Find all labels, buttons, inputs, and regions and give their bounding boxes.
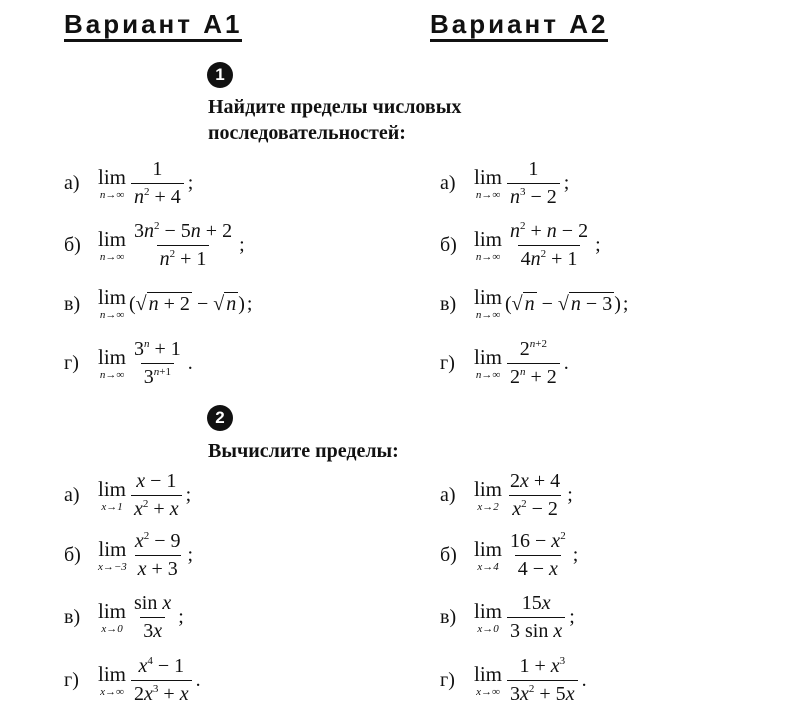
fraction: $\frac{16 - x^2}{4 - x}$ — [510, 530, 566, 580]
task-1-a1-item: а) lim n→∞ $\frac{1}{n^2 + 4}$ ; — [64, 158, 194, 208]
task-2-g2-item: г) lim x→∞ $\frac{1 + x^3}{3x^2 + 5x}$ . — [440, 655, 587, 705]
limit-operator: lim n→∞ — [98, 285, 127, 321]
task-2-g1-item: г) lim x→∞ $\frac{x^4 - 1}{2x^3 + x}$ . — [64, 655, 201, 705]
fraction: $\frac{3n^2 - 5n + 2}{n^2 + 1}$ — [134, 220, 233, 270]
task-2-v2-item: в) lim x→0 $\frac{15x}{\text{3 sin x}}$ ; — [440, 592, 575, 642]
fraction: $\frac{n^2 + n - 2}{4n^2 + 1}$ — [510, 220, 589, 270]
variant-a2-title: Вариант А2 — [430, 10, 608, 42]
item-letter: б) — [440, 544, 457, 566]
limit-operator: lim x→4 — [474, 536, 503, 573]
task-2-a2-item: а) lim x→2 $\frac{2x + 4}{x^2 - 2}$ ; — [440, 470, 573, 520]
fraction: $\frac{x^4 - 1}{2x^3 + x}$ — [131, 655, 192, 706]
limit-operator: lim n→∞ — [98, 344, 127, 381]
item-letter: а) — [440, 484, 456, 506]
task-1-b2-item: б) lim n→∞ $\frac{n^2 + n - 2}{4n^2 + 1}$ ; — [440, 220, 601, 270]
item-letter: г) — [64, 352, 79, 374]
fraction: $\frac{3^n + 1}{3^{n+1}}$ — [134, 338, 181, 388]
task-1-instruction-line-2: последовательностей: — [208, 122, 406, 144]
fraction: $\frac{2^{n+2}}{2^n + 2}$ — [507, 338, 560, 389]
limit-operator: lim n→∞ — [474, 344, 503, 381]
item-letter: а) — [64, 172, 80, 194]
fraction: $\frac{1}{n^2 + 4}$ — [131, 158, 184, 209]
limit-operator: lim n→∞ — [98, 226, 127, 263]
item-letter: а) — [64, 484, 80, 506]
item-letter: г) — [440, 669, 455, 691]
item-letter: б) — [440, 234, 457, 256]
task-2-v1-item: в) lim x→0 $\frac{\text{sin x}}{3x}$ ; — [64, 592, 184, 642]
task-1-v1-item: в) lim n→∞ (√ n + 2 − √ n ) ; — [64, 285, 253, 321]
task-2-b1-item: б) lim x→−3 $\frac{x^2 - 9}{x + 3}$ ; — [64, 530, 194, 580]
fraction: $\frac{x^2 - 9}{x + 3}$ — [134, 530, 181, 580]
item-letter: г) — [64, 669, 79, 691]
task-2-number-badge: 2 — [207, 405, 233, 431]
item-letter: в) — [64, 292, 81, 315]
item-letter: б) — [64, 234, 81, 256]
fraction: $\frac{x - 1}{x^2 + x}$ — [131, 470, 182, 521]
fraction: $\frac{2x + 4}{x^2 - 2}$ — [510, 470, 561, 520]
task-2-b2-item: б) lim x→4 $\frac{16 - x^2}{4 - x}$ ; — [440, 530, 579, 580]
limit-operator: lim x→−3 — [98, 536, 127, 573]
fraction: $\frac{15x}{\text{3 sin x}}$ — [507, 592, 565, 643]
limit-operator: lim n→∞ — [474, 285, 503, 321]
task-1-instruction-line-1: Найдите пределы числовых — [208, 96, 462, 118]
limit-operator: lim x→0 — [474, 598, 503, 635]
limit-operator: lim n→∞ — [474, 226, 503, 263]
limit-operator: lim n→∞ — [98, 164, 127, 201]
limit-operator: lim x→∞ — [98, 661, 127, 698]
limit-operator: lim x→0 — [98, 598, 127, 635]
limit-operator: lim x→1 — [98, 476, 127, 513]
item-letter: в) — [64, 606, 81, 628]
fraction: $\frac{1}{n^3 - 2}$ — [507, 158, 560, 209]
item-letter: в) — [440, 606, 457, 628]
task-2-instruction: Вычислите пределы: — [208, 440, 399, 462]
expression: (√ n − √ n − 3 ) — [505, 292, 621, 315]
limit-operator: lim x→2 — [474, 476, 503, 513]
expression: (√ n + 2 − √ n ) — [129, 292, 245, 315]
task-1-v2-item: в) lim n→∞ (√ n − √ n − 3 ) ; — [440, 285, 629, 321]
fraction: $\frac{1 + x^3}{3x^2 + 5x}$ — [507, 655, 578, 706]
task-1-g2-item: г) lim n→∞ $\frac{2^{n+2}}{2^n + 2}$ . — [440, 338, 569, 388]
task-2-a1-item: а) lim x→1 $\frac{x - 1}{x^2 + x}$ ; — [64, 470, 192, 520]
task-1-a2-item: а) lim n→∞ $\frac{1}{n^3 - 2}$ ; — [440, 158, 570, 208]
limit-operator: lim n→∞ — [474, 164, 503, 201]
item-letter: г) — [440, 352, 455, 374]
variant-a1-title: Вариант А1 — [64, 10, 242, 42]
fraction: $\frac{\text{sin x}}{3x}$ — [134, 592, 172, 642]
item-letter: в) — [440, 292, 457, 315]
task-1-g1-item: г) lim n→∞ $\frac{3^n + 1}{3^{n+1}}$ . — [64, 338, 193, 388]
task-1-number-badge: 1 — [207, 62, 233, 88]
task-1-b1-item: б) lim n→∞ $\frac{3n^2 - 5n + 2}{n^2 + 1}$ ; — [64, 220, 245, 270]
limit-operator: lim x→∞ — [474, 661, 503, 698]
item-letter: б) — [64, 544, 81, 566]
item-letter: а) — [440, 172, 456, 194]
